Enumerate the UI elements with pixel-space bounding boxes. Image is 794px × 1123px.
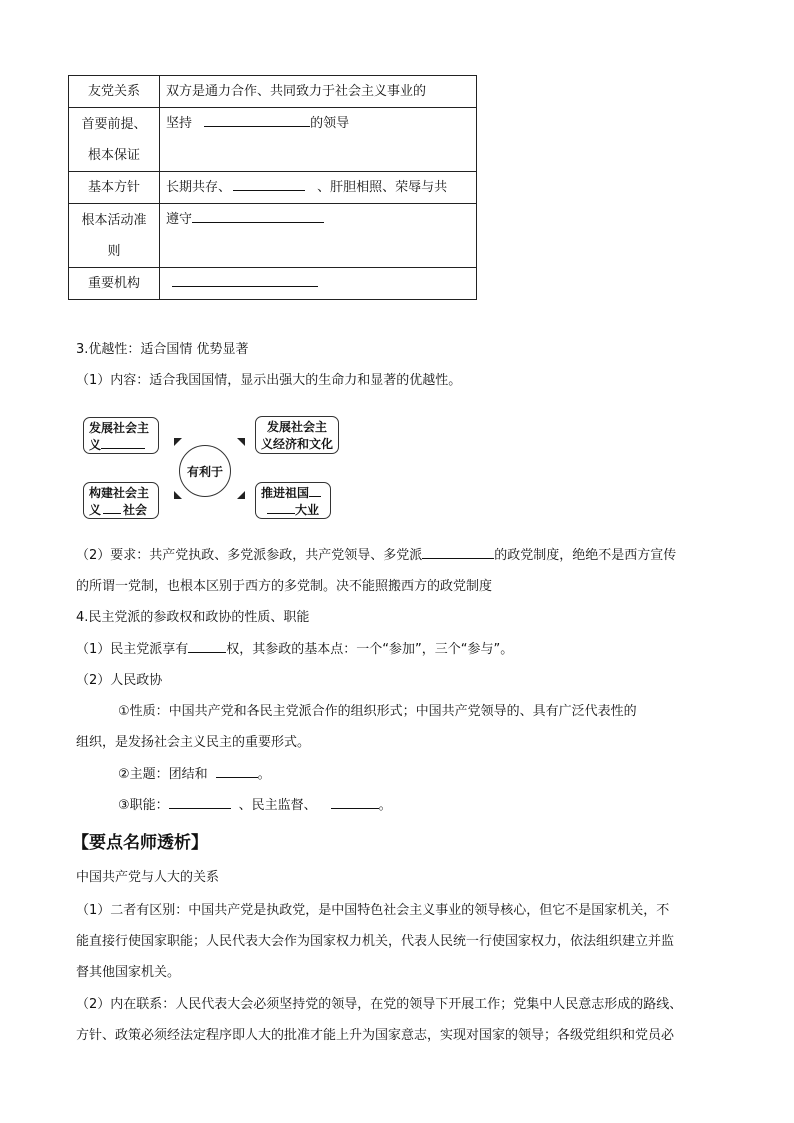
text: 。 [378,798,392,813]
section-4-point-2: （2）人民政协 [76,673,163,688]
table-row [69,108,477,172]
text: ②主题：团结和 [118,767,208,782]
arrow-bottom-left-icon [174,491,182,499]
theme-line [118,763,271,782]
analysis-paragraph-1: 能直接行使国家职能；人民代表大会作为国家权力机关，代表人民统一行使国家权力，依法组织建立并监 [76,934,675,949]
table-value [160,108,477,172]
diagram-box-text: 构建社会主 [89,486,150,500]
table-value: 双方是通力合作、共同致力于社会主义事业的 [160,76,477,108]
diagram-box-text: 义 [89,503,102,517]
nature-line-1: ①性质：中国共产党和各民主党派合作的组织形式；中国共产党领导的、具有广泛代表性的 [118,704,637,719]
diagram-box-text: 大业 [295,503,320,517]
diagram-box-bottom-right [255,482,331,519]
blank-line [267,502,295,514]
blank-line [422,546,494,559]
text: 。 [257,767,271,782]
section-4-point-1 [76,638,513,657]
diagram-arrows [165,432,255,507]
diagram-box-text: 义 [89,438,102,452]
diagram-box-line [261,485,325,502]
table-label: 友党关系 [69,76,160,108]
table-row [69,204,477,268]
diagram-box-text: 义经济和文化 [261,437,334,451]
section-4-title: 4.民主党派的参政权和政协的性质、职能 [76,610,310,625]
table-label: 基本方针 [69,172,160,204]
analysis-paragraph-1: 督其他国家机关。 [76,965,181,980]
text: ③职能： [118,798,169,813]
arrow-top-right-icon [237,438,245,446]
analysis-subtitle: 中国共产党与人大的关系 [76,870,220,885]
blank-line [192,210,324,223]
blank-line [309,485,321,497]
function-line [118,794,392,813]
table-value [160,172,477,204]
nature-line-2: 组织，是发扬社会主义民主的重要形式。 [76,735,311,750]
table-label-line: 根本保证 [87,147,140,163]
analysis-paragraph-2: 方针、政策必须经法定程序即人大的批准才能上升为国家意志，实现对国家的领导；各级党组织和党员必 [76,1028,675,1043]
arrow-bottom-right-icon [237,491,245,499]
diagram-box-bottom-left [83,482,159,519]
text: 权，其参政的基本点：一个“参加”，三个“参与”。 [226,642,514,657]
analysis-paragraph-1: （1）二者有区别：中国共产党是执政党，是中国特色社会主义事业的领导核心，但它不是国家机关，不 [76,903,670,918]
table-row [69,76,477,108]
table-label-line: 则 [107,243,121,259]
table-row [69,268,477,300]
analysis-paragraph-2: （2）内在联系：人民代表大会必须坚持党的领导，在党的领导下开展工作；党集中人民意志形成的路线、 [76,997,683,1012]
table-label [69,204,160,268]
table-value-text: 、肝胆相照、荣辱与共 [317,180,448,195]
diagram-box-line [261,502,325,519]
section-3-title: 3.优越性：适合国情 优势显著 [76,342,249,357]
diagram-box-text: 推进祖国 [261,486,310,500]
text: （1）民主党派享有 [76,642,189,657]
diagram-box-top-left [83,417,159,454]
arrow-top-left-icon [174,438,182,446]
blank-line [204,114,310,127]
table-label-line: 首要前提、 [81,116,147,132]
table-row [69,172,477,204]
text: （2）要求：共产党执政、多党派参政，共产党领导、多党派 [76,548,423,563]
table-label [69,108,160,172]
blank-line [233,178,305,191]
table-value-text: 的领导 [310,116,350,131]
blank-line [188,640,226,653]
diagram-box-text: 社会 [123,503,148,517]
diagram-center-circle: 有利于 [179,445,231,497]
text: 的政党制度，绝绝不是西方宣传 [494,548,677,563]
section-3-requirement-line2: 的所谓一党制，也根本区别于西方的多党制。决不能照搬西方的政党制度 [76,579,493,594]
blank-line [172,274,318,287]
blank-line [331,796,379,809]
table-value-text: 长期共存、 [166,180,232,195]
blank-line [101,437,145,449]
party-relations-table [68,75,477,300]
diagram-box-text: 发展社会主 [89,421,150,435]
table-label: 重要机构 [69,268,160,300]
table-value-text: 遵守 [166,212,193,227]
blank-line [169,796,231,809]
diagram-box-top-right [255,416,339,454]
blank-line [103,502,121,514]
table-label-line: 根本活动准 [81,212,147,228]
analysis-heading: 【要点名师透析】 [72,833,208,853]
table-value-text: 坚持 [166,116,193,131]
diagram-box-line [89,437,153,454]
text: 、民主监督、 [238,798,317,813]
section-3-requirement [76,544,676,563]
table-value [160,204,477,268]
diagram-box-line [89,502,153,519]
diagram-box-text: 发展社会主 [266,420,327,434]
table-value [160,268,477,300]
blank-line [216,765,258,778]
section-3-content: （1）内容：适合我国国情，显示出强大的生命力和显著的优越性。 [76,373,462,388]
